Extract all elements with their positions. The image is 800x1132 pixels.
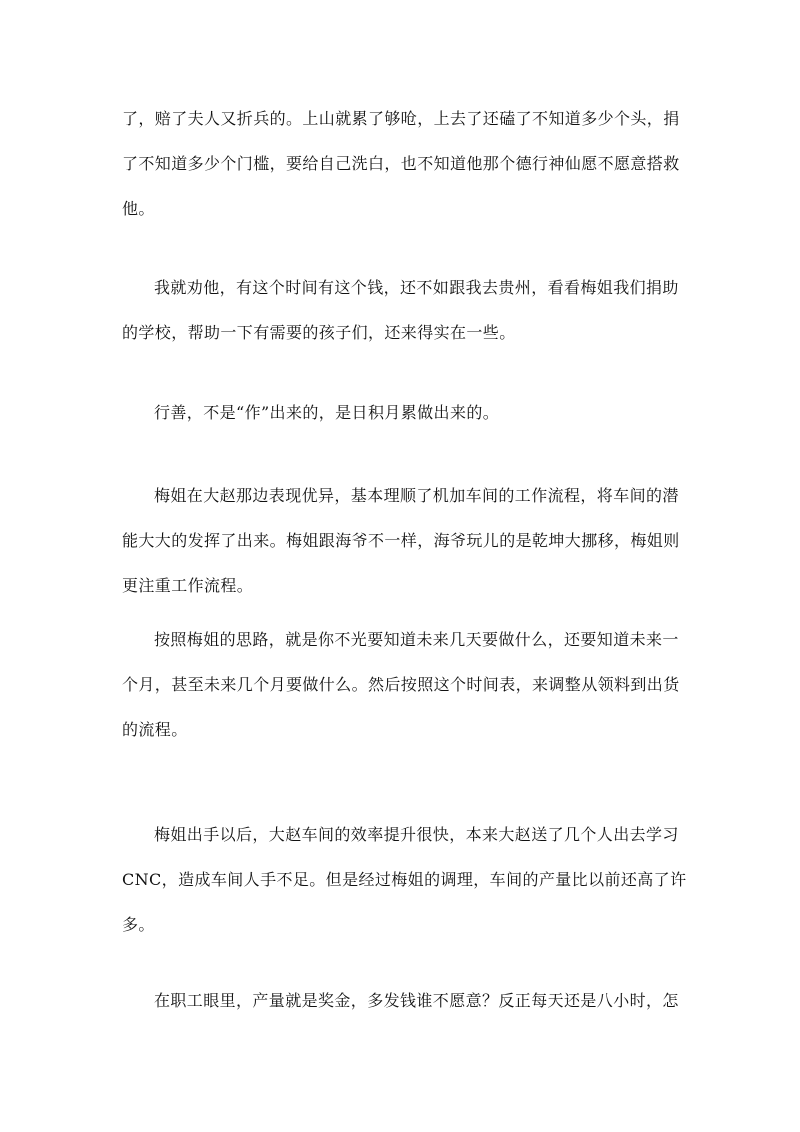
text-line: 梅姐出手以后，大赵车间的效率提升很快，本来大赵送了几个人出去学习 xyxy=(154,825,679,844)
text-line: 的学校，帮助一下有需要的孩子们，还来得实在一些。 xyxy=(122,323,516,342)
text-line: 我就劝他，有这个时间有这个钱，还不如跟我去贵州，看看梅姐我们捐助 xyxy=(154,278,679,297)
text-line: 多。 xyxy=(122,915,155,934)
text-line: 个月，甚至未来几个月要做什么。然后按照这个时间表，来调整从领料到出货 xyxy=(122,675,680,694)
paragraph-6 xyxy=(122,812,687,947)
paragraph-7 xyxy=(122,978,680,1023)
text-line: 能大大的发挥了出来。梅姐跟海爷不一样，海爷玩儿的是乾坤大挪移，梅姐则 xyxy=(122,531,680,550)
text-line: 的流程。 xyxy=(122,720,188,739)
text-line: 了，赔了夫人又折兵的。上山就累了够呛，上去了还磕了不知道多少个头，捐 xyxy=(122,109,680,128)
text-line: 梅姐在大赵那边表现优异，基本理顺了机加车间的工作流程，将车间的潜 xyxy=(154,486,679,505)
paragraph-2 xyxy=(122,265,680,355)
text-line: 更注重工作流程。 xyxy=(122,576,254,595)
paragraph-3 xyxy=(122,390,680,435)
text-line: 他。 xyxy=(122,199,155,218)
text-line: 在职工眼里，产量就是奖金，多发钱谁不愿意？反正每天还是八小时，怎 xyxy=(154,991,679,1010)
text-line: CNC，造成车间人手不足。但是经过梅姐的调理，车间的产量比以前还高了许 xyxy=(122,870,687,889)
paragraph-5 xyxy=(122,617,680,752)
text-line: 行善，不是“作”出来的，是日积月累做出来的。 xyxy=(154,403,500,422)
paragraph-4 xyxy=(122,473,680,608)
paragraph-1 xyxy=(122,96,680,231)
text-line: 了不知道多少个门槛，要给自己洗白，也不知道他那个德行神仙愿不愿意搭救 xyxy=(122,154,680,173)
text-line: 按照梅姐的思路，就是你不光要知道未来几天要做什么，还要知道未来一 xyxy=(154,630,679,649)
